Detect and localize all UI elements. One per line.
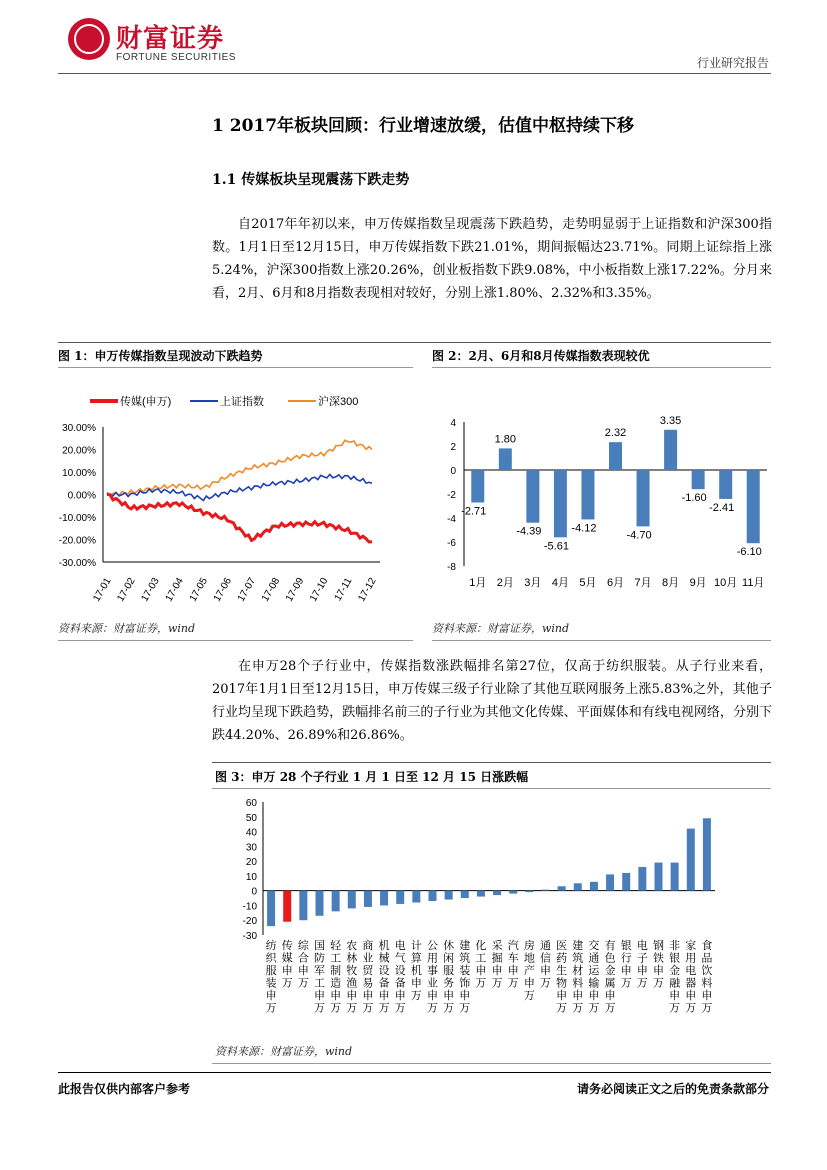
fig3-bar bbox=[380, 891, 388, 906]
figure2-bar-chart bbox=[432, 380, 772, 595]
fig3-bar bbox=[655, 863, 663, 891]
fig2-bar bbox=[692, 470, 705, 489]
fig3-bar bbox=[590, 882, 598, 891]
fig1-x-tick-label: 17-10 bbox=[308, 576, 331, 604]
legend-label-media: 传媒(申万) bbox=[120, 396, 172, 408]
fig2-data-label: -2.71 bbox=[461, 505, 487, 518]
fig3-x-tick-label: 家用电器申万 bbox=[685, 940, 697, 1015]
figure-top-divider bbox=[58, 342, 771, 343]
fig3-x-tick-label: 采掘申万 bbox=[491, 940, 503, 990]
fig3-bar bbox=[316, 891, 324, 916]
fig1-y-tick-label: 20.00% bbox=[62, 445, 96, 457]
figure3-top-rule bbox=[212, 762, 771, 763]
fig2-x-tick-label: 1月 bbox=[469, 577, 487, 589]
fig3-y-tick-label: 10 bbox=[245, 871, 257, 883]
fig2-x-tick-label: 3月 bbox=[524, 577, 542, 589]
subindustry-paragraph bbox=[212, 655, 772, 747]
fig3-y-tick-label: -30 bbox=[242, 931, 257, 942]
fig2-y-tick-label: 0 bbox=[450, 466, 456, 477]
fig2-y-tick-label: -8 bbox=[447, 562, 456, 573]
fig3-bar bbox=[542, 890, 550, 891]
fig3-bar bbox=[396, 891, 404, 904]
fig1-legend bbox=[90, 394, 358, 408]
fig2-bar bbox=[581, 470, 594, 519]
figure1-title-rule bbox=[58, 367, 413, 368]
fig2-x-tick-label: 4月 bbox=[551, 577, 569, 589]
fig2-data-label: 1.80 bbox=[494, 433, 517, 446]
brand-name-en: FORTUNE SECURITIES bbox=[116, 52, 236, 63]
header-divider bbox=[58, 73, 771, 74]
fig3-x-tick-label: 电气设备申万 bbox=[394, 940, 406, 1015]
legend-label-hs300: 沪深300 bbox=[318, 396, 359, 408]
fig3-bar bbox=[493, 891, 501, 895]
fig3-bar bbox=[348, 891, 356, 909]
fig3-x-tick-label: 化工申万 bbox=[475, 940, 487, 990]
fig1-y-tick-label: 10.00% bbox=[62, 468, 96, 479]
fig3-bar bbox=[429, 891, 437, 901]
fig3-bar bbox=[606, 874, 614, 890]
fig2-data-label: -2.41 bbox=[709, 501, 735, 514]
fig3-bar bbox=[299, 891, 307, 921]
fig3-bar bbox=[477, 891, 485, 897]
fig3-bar bbox=[703, 818, 711, 890]
fig1-x-tick-label: 17-03 bbox=[139, 576, 162, 604]
fig3-y-tick-label: 20 bbox=[245, 857, 257, 869]
fig2-bar bbox=[747, 470, 760, 543]
fig3-x-tick-label: 通信申万 bbox=[540, 940, 551, 990]
fig2-bar bbox=[664, 430, 677, 470]
fig3-bar bbox=[412, 891, 420, 903]
fig3-x-tick-label: 轻工制造申万 bbox=[330, 940, 342, 1015]
fig3-bar bbox=[558, 886, 566, 890]
fig3-x-tick-label: 农林牧渔申万 bbox=[346, 940, 358, 1015]
fig3-x-tick-label: 医药生物申万 bbox=[556, 940, 568, 1015]
fig1-x-tick-label: 17-08 bbox=[259, 576, 283, 604]
fig2-y-tick-label: 4 bbox=[450, 418, 456, 429]
figure1-title: 图 1：申万传媒指数呈现波动下跌趋势 bbox=[58, 349, 263, 363]
fig1-x-tick-label: 17-11 bbox=[332, 576, 355, 604]
fig2-data-label: 2.32 bbox=[604, 427, 627, 440]
brand-name-cn: 财富证券 bbox=[116, 24, 225, 54]
fig2-bar bbox=[719, 470, 732, 499]
fig3-bar bbox=[525, 891, 533, 892]
subsection-heading: 1.1 传媒板块呈现震荡下跌走势 bbox=[212, 172, 410, 188]
figure1-bottom-rule bbox=[58, 640, 413, 641]
fig3-bar bbox=[509, 891, 517, 894]
fig2-y-tick-label: 2 bbox=[450, 442, 456, 453]
fig3-x-tick-label: 休闲服务申万 bbox=[443, 940, 455, 1015]
fig2-data-label: -1.60 bbox=[681, 492, 707, 505]
fig3-x-tick-label: 钢铁申万 bbox=[653, 940, 664, 990]
fig1-x-tick-label: 17-05 bbox=[187, 576, 210, 604]
figure1-source: 资料来源：财富证券，wind bbox=[58, 622, 196, 635]
figure2-title: 图 2：2月、6月和8月传媒指数表现较优 bbox=[432, 349, 650, 363]
fig3-bar bbox=[638, 867, 646, 891]
fig3-bar bbox=[671, 863, 679, 891]
fig3-x-tick-label: 交通运输申万 bbox=[588, 940, 600, 1015]
fig1-y-tick-label: 30.00% bbox=[62, 423, 96, 434]
fig2-y-tick-label: -6 bbox=[447, 538, 456, 549]
fig3-y-tick-label: -20 bbox=[242, 916, 257, 928]
fig2-x-tick-label: 6月 bbox=[606, 577, 625, 589]
fig2-data-label: -4.12 bbox=[571, 522, 597, 535]
fig2-x-tick-label: 5月 bbox=[579, 577, 597, 589]
footer-divider bbox=[58, 1072, 771, 1073]
figure3-title-rule bbox=[212, 788, 771, 789]
fig3-bar bbox=[461, 891, 469, 898]
footer-right: 请务必阅读正文之后的免责条款部分 bbox=[576, 1082, 769, 1096]
figure3-bottom-rule bbox=[212, 1063, 771, 1064]
paragraph-text: 在申万28个子行业中，传媒指数涨跌幅排名第27位，仅高于纺织服装。从子行业来看，2017年1月1日至12月15日，申万传媒三级子行业除了其他互联网服务上涨5.83%之外，其他子行业均呈现下跌趋势，跌幅排名前三的子行业为其他文化传媒、平面媒体和有线电视网络，分别下跌44.20%、26.89%和26.86%。 bbox=[212, 659, 772, 743]
fig3-y-tick-label: 60 bbox=[245, 798, 257, 809]
fig2-bar bbox=[526, 470, 539, 523]
fig2-data-label: 3.35 bbox=[659, 414, 682, 427]
fig3-y-tick-label: -10 bbox=[242, 901, 257, 913]
fig3-x-tick-label: 非银金融申万 bbox=[669, 940, 681, 1015]
figure3-title: 图 3：申万 28 个子行业 1 月 1 日至 12 月 15 日涨跌幅 bbox=[215, 770, 529, 784]
report-type: 行业研究报告 bbox=[696, 56, 769, 70]
fig2-data-label: -5.61 bbox=[543, 540, 569, 553]
fig3-bar bbox=[364, 891, 372, 907]
fig2-bar bbox=[499, 448, 512, 470]
fig1-x-tick-label: 17-02 bbox=[115, 576, 138, 604]
fig3-bar bbox=[622, 873, 630, 891]
fig3-x-tick-label: 机械设备申万 bbox=[378, 940, 390, 1015]
fig1-y-tick-label: -20.00% bbox=[58, 535, 96, 547]
fig1-y-tick-label: -30.00% bbox=[58, 558, 96, 569]
fig2-x-tick-label: 11月 bbox=[742, 577, 765, 589]
fig2-y-tick-label: -2 bbox=[447, 490, 456, 501]
figure3-source: 资料来源：财富证券，wind bbox=[215, 1045, 353, 1058]
series-shanghai-line bbox=[107, 475, 372, 501]
paragraph-text: 自2017年年初以来，申万传媒指数呈现震荡下跌趋势，走势明显弱于上证指数和沪深300指数。1月1日至12月15日，申万传媒指数下跌21.01%，期间振幅达23.71%。同期上证综指上涨5.24%，沪深300指数上涨20.26%，创业板指数下跌9.08%，中小板指数上涨17.22%。分月来看，2月、6月和8月指数表现相对较好，分别上涨1.80%、2.32%和3.35%。 bbox=[212, 217, 772, 301]
fig3-x-tick-label: 银行申万 bbox=[620, 940, 632, 990]
fig3-x-tick-label: 传媒申万 bbox=[281, 940, 293, 990]
fig3-y-tick-label: 30 bbox=[245, 842, 257, 854]
fig3-x-tick-label: 建筑装饰申万 bbox=[459, 940, 471, 1015]
fig3-x-tick-label: 汽车申万 bbox=[507, 940, 519, 990]
fig2-bar bbox=[471, 470, 484, 503]
fig2-x-tick-label: 9月 bbox=[689, 577, 707, 589]
fig3-bar bbox=[267, 891, 275, 926]
fig1-x-tick-label: 17-01 bbox=[91, 576, 114, 604]
fig3-x-tick-label: 建筑材料申万 bbox=[572, 940, 584, 1015]
fig1-y-tick-label: 0.00% bbox=[67, 490, 96, 502]
section-heading: 1 2017年板块回顾：行业增速放缓，估值中枢持续下移 bbox=[212, 116, 635, 136]
footer-left: 此报告仅供内部客户参考 bbox=[58, 1082, 191, 1096]
fig1-x-tick-label: 17-06 bbox=[211, 576, 235, 604]
fig3-x-tick-label: 国防军工申万 bbox=[314, 940, 325, 1015]
fig3-x-tick-label: 食品饮料申万 bbox=[701, 940, 713, 1015]
logo-mark bbox=[68, 18, 110, 60]
fig2-data-label: -4.39 bbox=[516, 525, 542, 538]
fig2-x-tick-label: 10月 bbox=[714, 577, 738, 589]
fig2-y-tick-label: -4 bbox=[447, 514, 456, 525]
fig3-x-tick-label: 综合申万 bbox=[297, 940, 309, 990]
fig3-y-tick-label: 40 bbox=[245, 827, 257, 839]
fig3-x-tick-label: 公用事业申万 bbox=[427, 940, 438, 1015]
fig1-x-tick-label: 17-09 bbox=[284, 576, 307, 604]
fig3-x-tick-label: 计算机申万 bbox=[410, 940, 422, 1002]
fig2-bar bbox=[554, 470, 567, 537]
fig3-x-tick-label: 纺织服装申万 bbox=[265, 940, 277, 1015]
fig3-y-tick-label: 0 bbox=[251, 886, 257, 898]
fig2-x-tick-label: 7月 bbox=[634, 577, 652, 589]
fig1-x-tick-label: 17-04 bbox=[163, 576, 186, 604]
figure2-title-rule bbox=[432, 367, 771, 368]
fig3-bar bbox=[283, 891, 291, 922]
figure2-bottom-rule bbox=[432, 640, 771, 641]
fig2-bar bbox=[637, 470, 650, 526]
figure3-bar-chart bbox=[215, 792, 770, 1027]
fig2-data-label: -4.70 bbox=[626, 529, 652, 542]
fig3-bar bbox=[332, 891, 340, 912]
fig3-x-tick-label: 电子申万 bbox=[636, 940, 648, 990]
fig2-data-label: -6.10 bbox=[736, 546, 762, 559]
fig3-x-tick-label: 房地产申万 bbox=[523, 940, 535, 1002]
fig3-bar bbox=[574, 883, 582, 890]
fig1-x-tick-label: 17-07 bbox=[235, 576, 259, 604]
fig3-bar bbox=[687, 829, 695, 891]
series-media-line bbox=[107, 495, 372, 543]
fig2-x-tick-label: 2月 bbox=[496, 577, 514, 589]
fig1-x-tick-label: 17-12 bbox=[356, 576, 379, 604]
fig2-bar bbox=[609, 442, 622, 470]
figure1-line-chart bbox=[50, 380, 385, 610]
fig3-x-tick-label: 商业贸易申万 bbox=[362, 940, 374, 1015]
intro-paragraph bbox=[212, 213, 772, 305]
fig3-y-tick-label: 50 bbox=[245, 812, 257, 824]
legend-label-shanghai: 上证指数 bbox=[220, 396, 264, 408]
fig2-x-tick-label: 8月 bbox=[662, 577, 680, 589]
fig3-x-tick-label: 有色金属申万 bbox=[604, 940, 616, 1015]
fig1-y-tick-label: -10.00% bbox=[58, 513, 96, 524]
figure2-source: 资料来源：财富证券，wind bbox=[432, 622, 570, 635]
fig3-bar bbox=[445, 891, 453, 900]
